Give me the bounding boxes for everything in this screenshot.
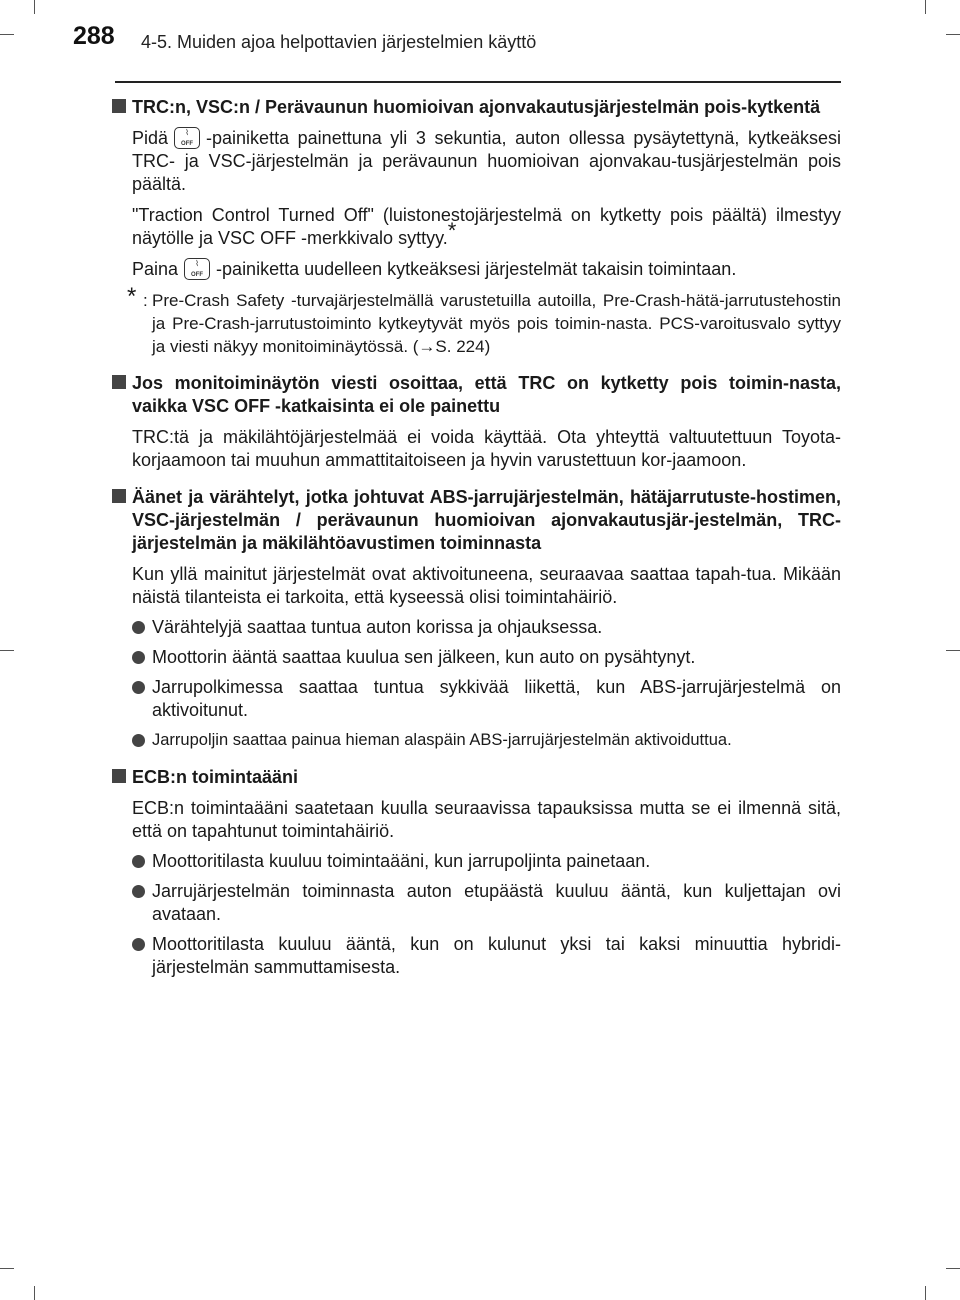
crop-mark-bottom-left-v [34, 1286, 35, 1300]
list-item [132, 676, 841, 722]
footnote [127, 283, 841, 358]
crop-mark-top-left-v [34, 0, 35, 14]
crop-mark-mid-left [0, 650, 14, 651]
section-heading: TRC:n, VSC:n / Perävaunun huomioivan ajonvakautusjärjestelmän pois-kytkentä [132, 97, 821, 117]
paragraph: ECB:n toimintaääni saatetaan kuulla seuraavissa tapauksissa mutta se ei ilmennä sitä, että on tapahtunut toimintahäiriö. [132, 798, 841, 841]
off-label: OFF [191, 272, 204, 278]
section-marker-icon [112, 489, 126, 503]
section-sounds-vibrations [112, 486, 841, 752]
paragraph-press-again [132, 258, 841, 281]
crop-mark-top-right-v [925, 0, 926, 14]
paragraph-hold-button [132, 127, 841, 196]
bullet-icon [132, 621, 145, 634]
bullet-icon [132, 855, 145, 868]
bullet-icon [132, 681, 145, 694]
list-item-text: Moottoritilasta kuuluu toimintaääni, kun jarrupoljinta painetaan. [152, 851, 651, 871]
footnote-ref: * [447, 218, 457, 243]
list-item-text: Moottoritilasta kuuluu ääntä, kun on kulunut yksi tai kaksi minuuttia hybridi-järjestelmän sammuttamisesta. [152, 934, 841, 977]
crop-mark-bottom-right-v [925, 1286, 926, 1300]
paragraph: Kun yllä mainitut järjestelmät ovat aktivoituneena, seuraavaa saattaa tapah-tua. Mikään näistä tilanteista ei tarkoita, että kyseessä olisi toimintahäiriö. [132, 564, 841, 607]
list-item-text: Jarrupolkimessa saattaa tuntua sykkivää liikettä, kun ABS-jarrujärjestelmä on aktivoitunut. [152, 677, 841, 720]
text: "Traction Control Turned Off" (luistonestojärjestelmä on kytketty pois päältä) ilmestyy näytölle ja VSC OFF -merkkivalo syttyy. [132, 205, 841, 248]
list-item [132, 850, 841, 873]
bullet-icon [132, 885, 145, 898]
section-trc-message [112, 372, 841, 472]
section-marker-icon [112, 99, 126, 113]
crop-mark-bottom-left-h [0, 1268, 14, 1269]
skid-car-icon: ⌇ [185, 128, 189, 137]
text: Paina [132, 259, 179, 279]
text: -painiketta painettuna yli 3 sekuntia, auton ollessa pysäytettynä, kytkeäksesi TRC- ja VSC-järjestelmän ja perävaunun huomioivan ajonvakau-tusjärjestelmän pois päältä. [132, 128, 841, 194]
section-trc-vsc-off [112, 96, 841, 358]
list-item-text: Jarrupoljin saattaa painua hieman alaspäin ABS-jarrujärjestelmän aktivoiduttua. [152, 731, 732, 749]
list-item-text: Värähtelyjä saattaa tuntua auton korissa ja ohjauksessa. [152, 617, 603, 637]
bullet-icon [132, 734, 145, 747]
text: Pidä [132, 128, 169, 148]
list-item-text: Jarrujärjestelmän toiminnasta auton etupäästä kuuluu ääntä, kun kuljettajan ovi avataan. [152, 881, 841, 924]
footnote-colon: : [143, 291, 148, 310]
header-rule [115, 81, 841, 83]
section-marker-icon [112, 769, 126, 783]
bullet-icon [132, 938, 145, 951]
page-content [112, 96, 841, 993]
list-item-text: Moottorin ääntä saattaa kuulua sen jälkeen, kun auto on pysähtynyt. [152, 647, 696, 667]
list-item [132, 729, 841, 752]
list-item [132, 616, 841, 639]
off-label: OFF [181, 141, 194, 147]
crop-mark-mid-right [946, 650, 960, 651]
section-ecb-sound [112, 766, 841, 979]
list-item [132, 646, 841, 669]
crop-mark-top-right-h [946, 34, 960, 35]
vsc-off-button-icon [174, 127, 200, 149]
crop-mark-bottom-right-h [946, 1268, 960, 1269]
page-number: 288 [73, 22, 115, 50]
text: -painiketta uudelleen kytkeäksesi järjestelmät takaisin toimintaan. [216, 259, 737, 279]
list-item [132, 880, 841, 926]
bullet-icon [132, 651, 145, 664]
list-item [132, 933, 841, 979]
section-heading: Äänet ja värähtelyt, jotka johtuvat ABS-jarrujärjestelmän, hätäjarrutuste-hostimen, VSC-järjestelmän / perävaunun huomioivan ajonvakautusjär-jestelmän, TRC-järjestelmän ja mäkilähtöavustimen toiminnasta [132, 487, 841, 553]
chapter-title: 4-5. Muiden ajoa helpottavien järjestelmien käyttö [141, 32, 537, 52]
crop-mark-top-left-h [0, 34, 14, 35]
section-heading: Jos monitoiminäytön viesti osoittaa, että TRC on kytketty pois toimin-nasta, vaikka VSC OFF -katkaisinta ei ole painettu [132, 373, 841, 416]
paragraph-traction-message [132, 204, 841, 250]
skid-car-icon: ⌇ [195, 259, 199, 268]
vsc-off-button-icon [184, 258, 210, 280]
footnote-star: * [127, 283, 137, 310]
paragraph: TRC:tä ja mäkilähtöjärjestelmää ei voida käyttää. Ota yhteyttä valtuutettuun Toyota-korjaamoon tai muuhun ammattitaitoiseen ja hyvin varustettuun kor-jaamoon. [132, 427, 841, 470]
section-heading: ECB:n toimintaääni [132, 767, 299, 787]
section-marker-icon [112, 375, 126, 389]
footnote-text: Pre-Crash Safety -turvajärjestelmällä varustetuilla autoilla, Pre-Crash-hätä-jarrutustehostin ja Pre-Crash-jarrutustoiminto kytkeytyvät myös pois toimin-nasta. PCS-varoitusvalo syttyy ja viesti näkyy monitoiminäytössä. (→S. 224) [152, 291, 841, 356]
